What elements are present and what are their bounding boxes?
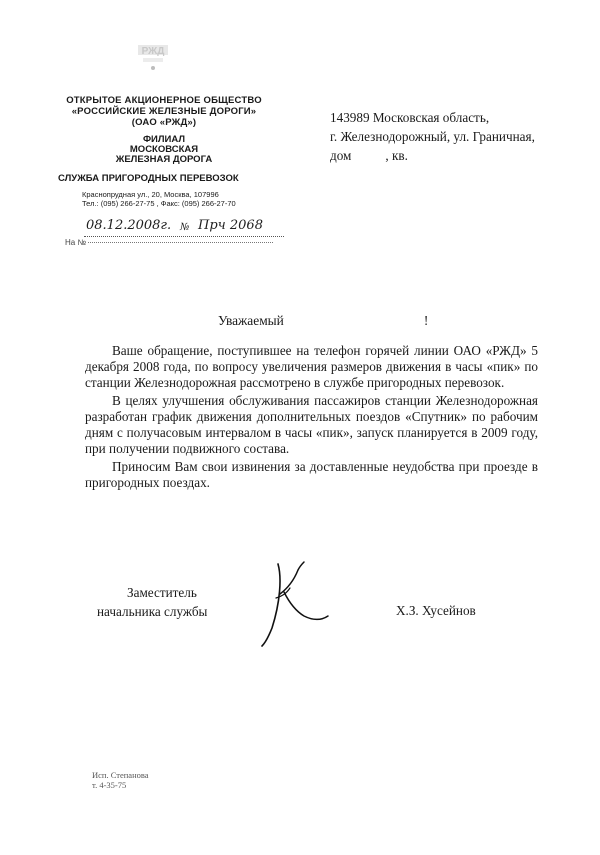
executor-info [92,770,149,790]
branch-line: МОСКОВСКАЯ [129,144,199,155]
branch-line: ФИЛИАЛ [142,134,186,145]
recipient-flat: , кв. [385,148,408,163]
reply-underline [88,242,273,243]
number-sign: № [180,222,190,233]
org-line: ОТКРЫТОЕ АКЦИОНЕРНОЕ ОБЩЕСТВО [66,95,262,106]
reply-reference-line [65,238,275,247]
org-line: «РОССИЙСКИЕ ЖЕЛЕЗНЫЕ ДОРОГИ» [71,106,257,117]
greeting-word: Уважаемый [218,313,284,328]
sender-phone-fax: Тел.: (095) 266-27-75 , Факс: (095) 266-27-70 [82,199,236,208]
recipient-line [330,146,590,165]
recipient-line: 143989 Московская область, [330,110,490,125]
recipient-line: г. Железнодорожный, ул. Граничная, [330,129,535,144]
handwritten-number: Прч 2068 [198,218,263,233]
recipient-house: дом [330,148,352,163]
recipient-address [330,108,590,165]
date-underline [84,236,284,237]
sender-contacts [82,190,292,208]
letter-paragraph: Ваше обращение, поступившее на телефон горячей линии ОАО «РЖД» 5 декабря 2008 года, по вопросу увеличения размеров движения в часы «пик» по станции Железнодорожная рассмотрено в службе пригородных перевозок. [85,343,538,390]
organization-name [58,95,270,128]
executor-name: Исп. Степанова [92,770,149,780]
org-line: (ОАО «РЖД») [131,117,197,128]
sender-address: Краснопрудная ул., 20, Москва, 107996 [82,190,219,199]
handwritten-date: 08.12.2008г. [86,218,172,233]
greeting [218,313,428,329]
letter-body [85,343,538,493]
handwritten-signature [258,558,330,648]
rzd-logo [135,44,175,72]
branch-line: ЖЕЛЕЗНАЯ ДОРОГА [115,154,213,165]
logo-text: РЖД [141,46,165,57]
letter-paragraph: Приносим Вам свои извинения за доставленные неудобства при проезде в пригородных поездах. [85,459,538,490]
service-name: СЛУЖБА ПРИГОРОДНЫХ ПЕРЕВОЗОК [58,173,239,184]
position-line: Заместитель [127,585,197,600]
position-line: начальника службы [97,604,208,619]
signer-name: Х.З. Хусейнов [396,603,476,618]
executor-phone: т. 4-35-75 [92,780,127,790]
letter-paragraph: В целях улучшения обслуживания пассажиров станции Железнодорожная разработан график движения дополнительных поездов «Спутник» по рабочим дням с получасовым интервалом в часы «пик», запуск планируется в 2009 году, при получении подвижного состава. [85,393,538,456]
reply-label: На № [65,238,87,247]
signer-position [97,583,208,621]
greeting-mark: ! [423,313,429,328]
branch-name [58,135,270,165]
